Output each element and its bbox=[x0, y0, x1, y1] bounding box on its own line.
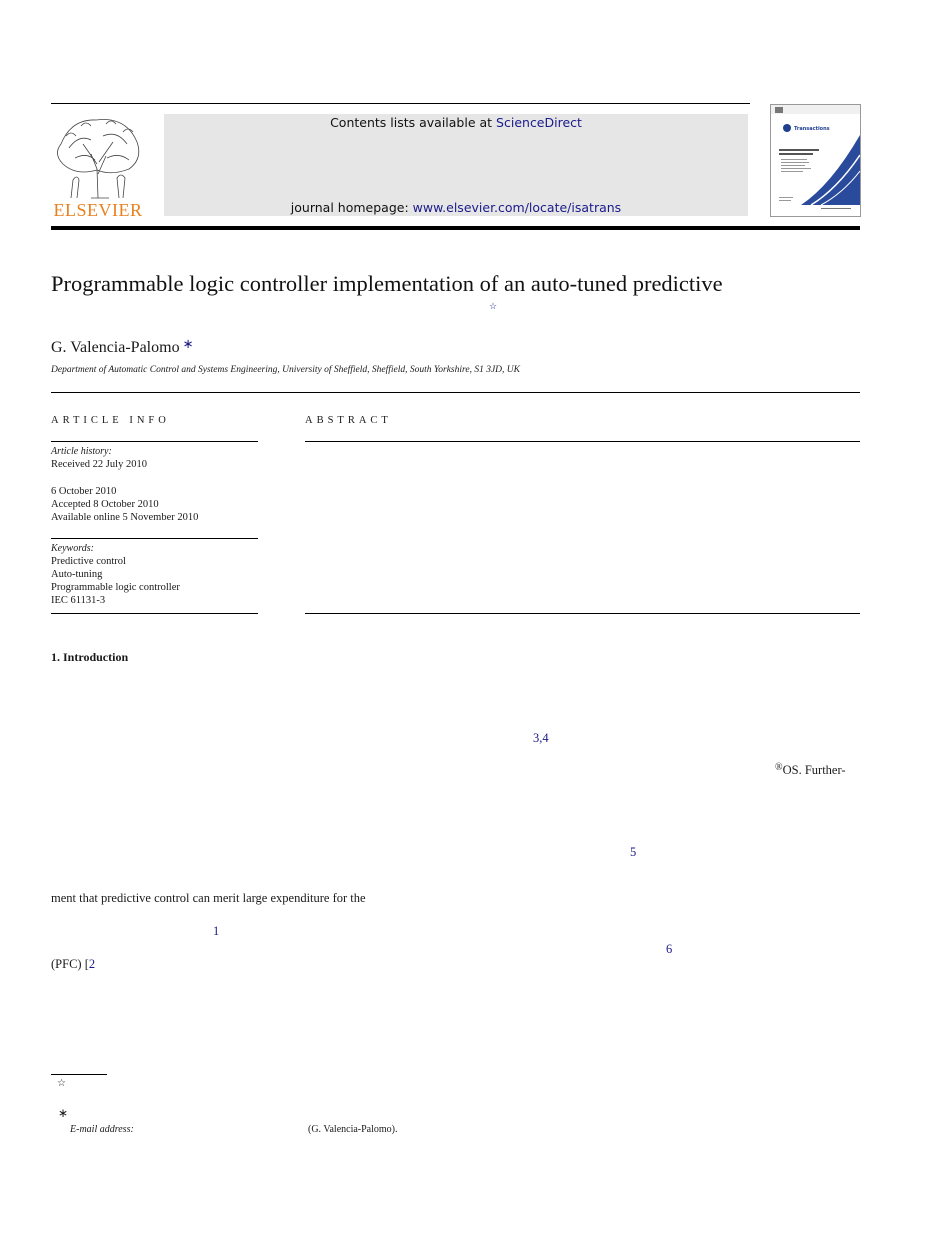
author-name: G. Valencia-Palomo bbox=[51, 339, 180, 356]
footnote-asterisk-marker: ∗ bbox=[58, 1106, 69, 1120]
os-further-text: OS. Further- bbox=[782, 763, 846, 777]
citation-link[interactable]: 3,4 bbox=[533, 731, 549, 745]
sciencedirect-link[interactable]: ScienceDirect bbox=[496, 115, 582, 130]
history-received: Received 22 July 2010 bbox=[51, 459, 147, 470]
article-history-label: Article history: bbox=[51, 446, 112, 457]
citation-link[interactable]: 5 bbox=[630, 845, 637, 859]
elsevier-wordmark: ELSEVIER bbox=[53, 200, 143, 220]
author-line bbox=[51, 336, 194, 357]
history-revised: 6 October 2010 bbox=[51, 486, 117, 497]
homepage-prefix: journal homepage: bbox=[290, 200, 413, 215]
keyword-item: Auto-tuning bbox=[51, 569, 103, 580]
journal-homepage-link[interactable]: www.elsevier.com/locate/isatrans bbox=[412, 200, 622, 215]
article-info-rule-top bbox=[51, 441, 258, 442]
abstract-rule-bottom bbox=[305, 613, 860, 614]
pfc-text: (PFC) [ bbox=[51, 957, 89, 971]
abstract-heading: ABSTRACT bbox=[305, 415, 392, 426]
header-thick-rule bbox=[51, 226, 860, 230]
history-accepted: Accepted 8 October 2010 bbox=[51, 499, 159, 510]
body-text-fragment bbox=[775, 763, 846, 778]
citation-link[interactable]: 6 bbox=[666, 942, 673, 956]
registered-mark: ® bbox=[775, 762, 783, 773]
title-bottom-rule bbox=[51, 392, 860, 393]
title-footnote-marker[interactable]: ☆ bbox=[489, 302, 498, 312]
footnote-email-name: (G. Valencia-Palomo). bbox=[308, 1124, 398, 1135]
article-info-rule-mid bbox=[51, 538, 258, 539]
history-online: Available online 5 November 2010 bbox=[51, 512, 199, 523]
author-affiliation: Department of Automatic Control and Systems Engineering, University of Sheffield, Sheffield, South Yorkshire, S1 3JD, UK bbox=[51, 365, 520, 375]
footnote-star-marker: ☆ bbox=[57, 1078, 66, 1089]
citation-link[interactable]: 2 bbox=[88, 957, 96, 971]
cover-title: Transactions bbox=[794, 126, 830, 132]
elsevier-tree-icon bbox=[51, 114, 145, 200]
contents-prefix: Contents lists available at bbox=[330, 115, 497, 130]
author-footnote-marker[interactable]: ∗ bbox=[182, 336, 194, 351]
elsevier-logo bbox=[51, 114, 145, 218]
citation-link[interactable]: 1 bbox=[213, 924, 220, 938]
article-title: Programmable logic controller implementation of an auto-tuned predictive bbox=[51, 271, 723, 296]
body-text-line: ment that predictive control can merit large expenditure for the bbox=[51, 891, 366, 905]
introduction-heading: 1. Introduction bbox=[51, 650, 129, 664]
keyword-item: IEC 61131-3 bbox=[51, 595, 106, 606]
footnote-rule bbox=[51, 1074, 107, 1075]
header-top-rule bbox=[51, 103, 750, 104]
article-info-heading: ARTICLE INFO bbox=[51, 415, 170, 426]
cover-art bbox=[771, 105, 860, 216]
body-text-fragment bbox=[51, 957, 95, 972]
journal-cover-thumbnail bbox=[770, 104, 861, 217]
contents-available-line bbox=[164, 115, 748, 130]
keywords-label: Keywords: bbox=[51, 543, 94, 554]
footnote-email-label: E-mail address: bbox=[70, 1124, 134, 1135]
article-info-rule-bottom bbox=[51, 613, 258, 614]
keyword-item: Programmable logic controller bbox=[51, 582, 180, 593]
journal-homepage-line bbox=[164, 200, 748, 215]
abstract-rule-top bbox=[305, 441, 860, 442]
keyword-item: Predictive control bbox=[51, 556, 126, 567]
